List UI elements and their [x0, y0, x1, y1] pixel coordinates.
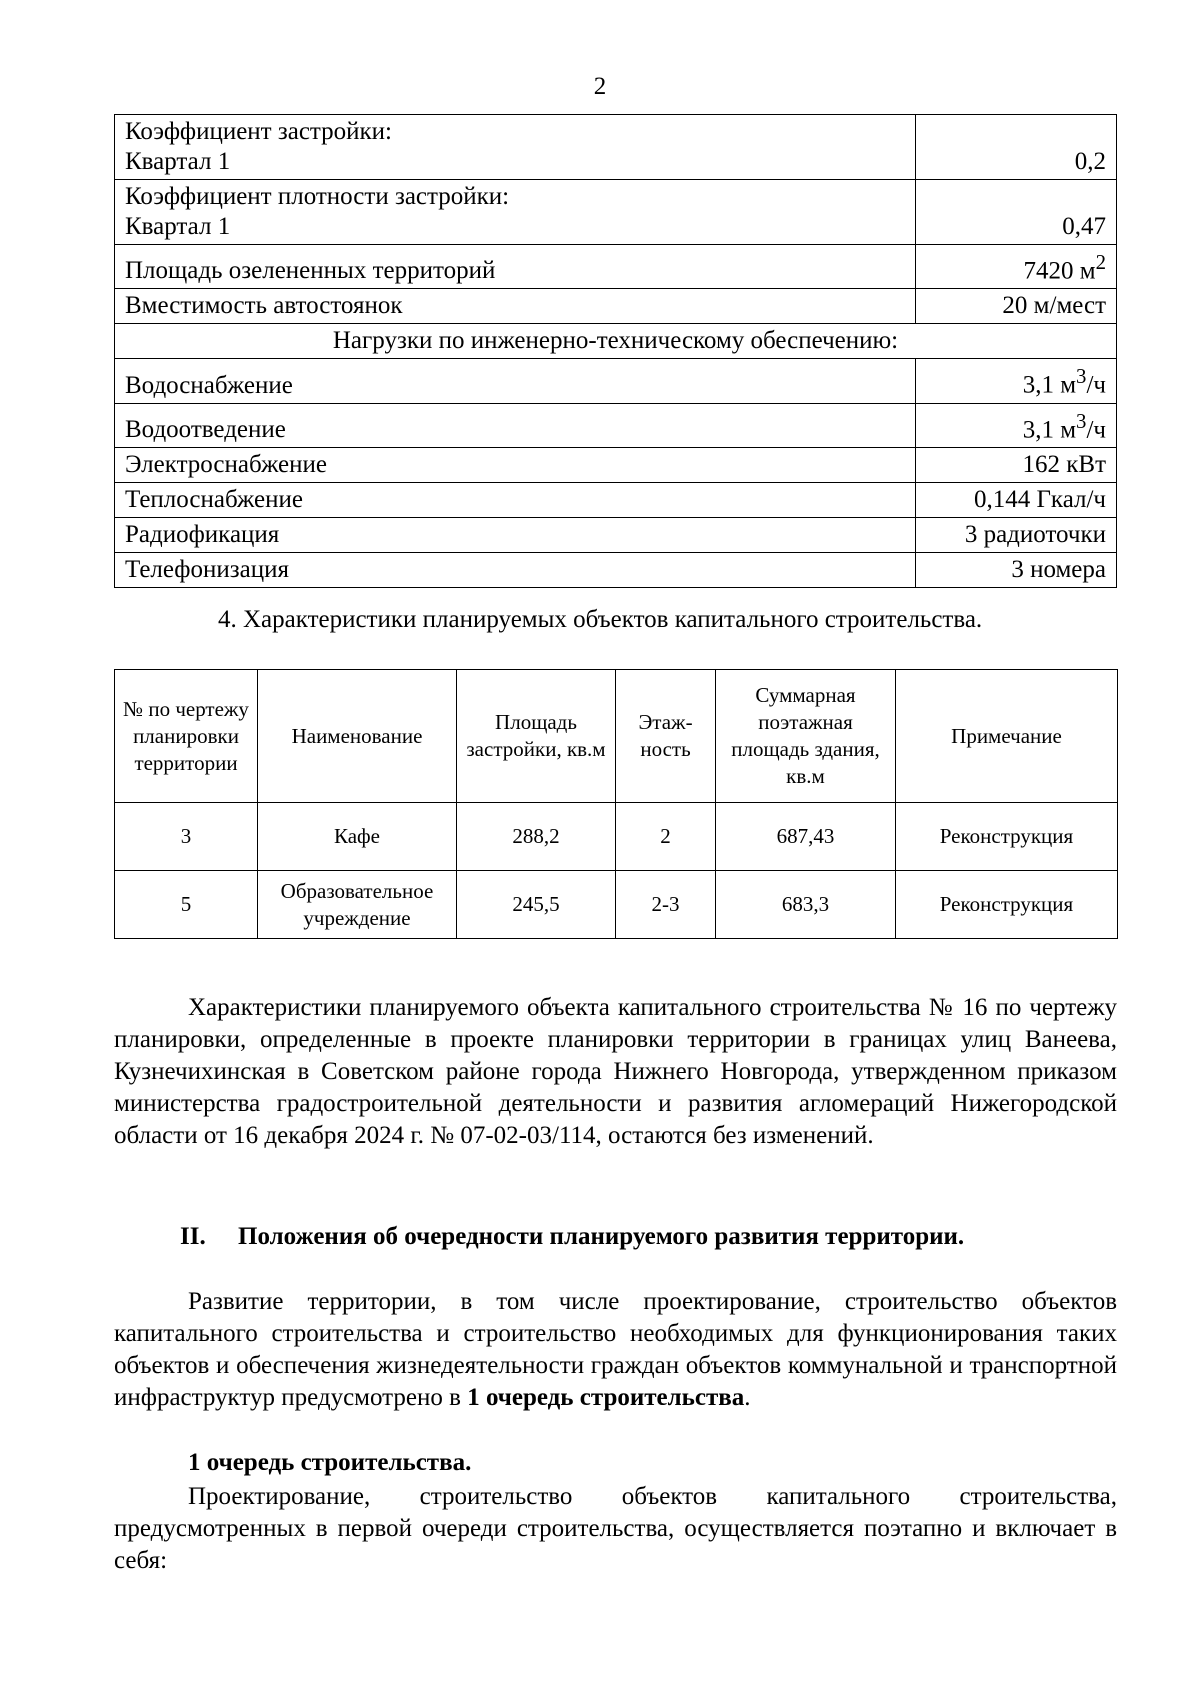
table-section-row [115, 324, 1117, 359]
table-cell-value: 0,144 Гкал/ч [916, 482, 1117, 517]
table-cell-label: Вместимость автостоянок [115, 289, 916, 324]
table-row [115, 517, 1117, 552]
table-row [115, 245, 1117, 289]
section-2-heading [180, 1221, 964, 1253]
page-number: 2 [593, 73, 607, 100]
table-cell-value: 0,2 [916, 115, 1117, 180]
table-row [115, 447, 1117, 482]
section-title: Положения об очередности планируемого развития территории. [238, 1223, 965, 1250]
paragraph-object-16: Характеристики планируемого объекта капитального строительства № 16 по чертежу планировки, определенные в проекте планировки территории в границах улиц Ванеева, Кузнечихинская в Советском районе города Нижнего Новгорода, утвержденном приказом министерства градостроительной деятельности и развития агломераций Нижегородской области от 16 декабря 2024 г. № 07-02-03/114, остаются без изменений. [114, 994, 1117, 1149]
value-superscript: 3 [1076, 364, 1087, 389]
table-cell: Реконструкция [896, 803, 1118, 871]
table-row [115, 803, 1118, 871]
value-text: 3,1 м [1022, 415, 1077, 443]
row-label-line1: Коэффициент застройки: [125, 118, 393, 145]
value-text: 3,1 м [1022, 371, 1077, 399]
table-row [115, 359, 1117, 403]
table-row [115, 115, 1117, 180]
row-label-line1: Коэффициент плотности застройки: [125, 183, 510, 210]
table-cell: 2-3 [616, 871, 716, 939]
table-cell: Образовательное учреждение [258, 871, 457, 939]
table-header-row [115, 670, 1118, 803]
table-row [115, 482, 1117, 517]
table-cell: Кафе [258, 803, 457, 871]
section-header-cell: Нагрузки по инженерно-техническому обеспечению: [115, 324, 1117, 359]
table-cell-value: 162 кВт [916, 447, 1117, 482]
table-cell: 5 [115, 871, 258, 939]
table-cell-label [115, 115, 916, 180]
planned-objects-table [114, 669, 1118, 939]
paragraph-bold-text: 1 очередь строительства [467, 1384, 745, 1411]
table-cell-value: 0,47 [916, 180, 1117, 245]
table-cell: 288,2 [457, 803, 616, 871]
table-cell-label: Электроснабжение [115, 447, 916, 482]
table-cell: Реконструкция [896, 871, 1118, 939]
table-row [115, 180, 1117, 245]
paragraph-end: . [744, 1384, 751, 1411]
table-cell: 683,3 [716, 871, 896, 939]
table-cell-value: 3 номера [916, 552, 1117, 587]
queue-title: 1 очередь строительства. [188, 1449, 472, 1476]
table-cell-value [916, 245, 1117, 289]
column-header: № по чертежу планировки территории [115, 670, 258, 803]
column-header: Наименование [258, 670, 457, 803]
table-cell-label [115, 180, 916, 245]
indicators-table [114, 114, 1117, 588]
table-cell-label: Теплоснабжение [115, 482, 916, 517]
value-text: 7420 м [1023, 257, 1096, 285]
column-header: Примечание [896, 670, 1118, 803]
table-cell-label: Водоснабжение [115, 359, 916, 403]
row-label-line2: Квартал 1 [125, 213, 231, 240]
table-cell-label: Площадь озелененных территорий [115, 245, 916, 289]
row-label-line2: Квартал 1 [125, 148, 231, 175]
table-row [115, 403, 1117, 447]
table-cell: 245,5 [457, 871, 616, 939]
section-4-title: 4. Характеристики планируемых объектов капитального строительства. [218, 606, 983, 633]
column-header: Площадь застройки, кв.м [457, 670, 616, 803]
section-number: II. [180, 1223, 206, 1250]
table-cell: 687,43 [716, 803, 896, 871]
value-tail: /ч [1086, 415, 1106, 443]
paragraph-development [114, 1286, 1117, 1414]
table-cell: 2 [616, 803, 716, 871]
table-cell-value [916, 403, 1117, 447]
value-superscript: 3 [1076, 408, 1087, 433]
table-cell: 3 [115, 803, 258, 871]
table-cell-value: 20 м/мест [916, 289, 1117, 324]
table-row [115, 552, 1117, 587]
table-row [115, 289, 1117, 324]
table-cell-label: Водоотведение [115, 403, 916, 447]
column-header: Суммарная поэтажная площадь здания, кв.м [716, 670, 896, 803]
table-cell-label: Радиофикация [115, 517, 916, 552]
paragraph-text: Развитие территории, в том числе проектирование, строительство объектов капитального строительства и строительство необходимых для функционирования таких объектов и обеспечения жизнедеятельности граждан объектов коммунальной и транспортной инфраструктур предусмотрено в [114, 1288, 1117, 1411]
value-superscript: 2 [1095, 250, 1106, 274]
table-cell-value: 3 радиоточки [916, 517, 1117, 552]
column-header: Этаж-ность [616, 670, 716, 803]
table-cell-label: Телефонизация [115, 552, 916, 587]
table-row [115, 871, 1118, 939]
paragraph-design: Проектирование, строительство объектов капитального строительства, предусмотренных в первой очереди строительства, осуществляется поэтапно и включает в себя: [114, 1483, 1117, 1574]
value-tail: /ч [1086, 371, 1106, 399]
table-cell-value [916, 359, 1117, 403]
